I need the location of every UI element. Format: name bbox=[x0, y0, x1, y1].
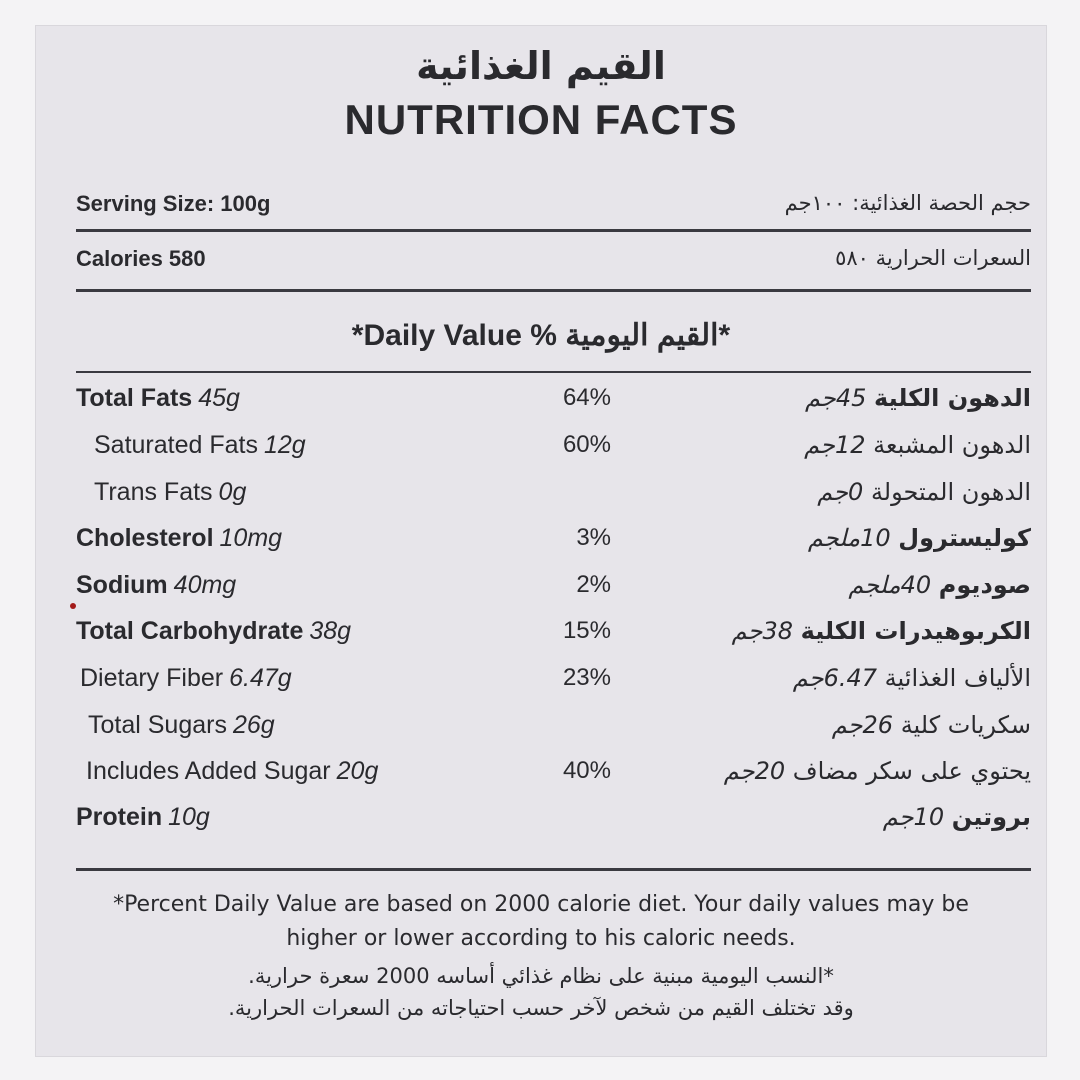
nutrient-amount-en: 26g bbox=[232, 711, 275, 739]
daily-value-percent: 3% bbox=[576, 524, 611, 551]
footnote-ar-line-1: *النسب اليومية مبنية على نظام غذائي أساسه 2000 سعرة حرارية. bbox=[248, 964, 834, 988]
divider bbox=[76, 371, 1031, 373]
nutrient-amount-en: 20g bbox=[336, 757, 379, 785]
nutrient-amount-en: 45g bbox=[198, 384, 240, 412]
daily-value-percent: 2% bbox=[576, 571, 611, 598]
nutrient-row bbox=[76, 384, 1031, 424]
footnote-en-line-2: higher or lower according to his caloric needs. bbox=[286, 926, 796, 951]
nutrient-amount-en: 10mg bbox=[219, 524, 283, 552]
nutrient-label-en: Total Sugars bbox=[88, 711, 227, 739]
nutrient-name-ar bbox=[804, 431, 1031, 459]
nutrient-name-en bbox=[76, 384, 240, 413]
divider bbox=[76, 868, 1031, 871]
nutrient-name-ar bbox=[732, 617, 1031, 645]
footnote-arabic bbox=[66, 960, 1016, 1024]
nutrient-name-en bbox=[76, 571, 236, 600]
nutrient-name-en bbox=[94, 431, 306, 460]
nutrient-row bbox=[76, 757, 1031, 797]
nutrient-name-ar bbox=[848, 571, 1031, 599]
daily-value-percent: 40% bbox=[562, 757, 611, 784]
nutrient-amount-ar: 10جم bbox=[882, 803, 945, 831]
nutrient-amount-en: 6.47g bbox=[229, 664, 292, 692]
nutrient-amount-ar: 0جم bbox=[817, 478, 864, 506]
daily-value-percent: 60% bbox=[562, 431, 611, 458]
nutrient-label-en: Protein bbox=[76, 803, 163, 831]
divider bbox=[76, 289, 1031, 292]
nutrient-row bbox=[76, 571, 1031, 611]
title-english: NUTRITION FACTS bbox=[344, 96, 738, 143]
nutrient-amount-en: 40mg bbox=[173, 571, 237, 599]
nutrient-label-ar: كوليسترول bbox=[898, 524, 1031, 552]
nutrient-name-ar bbox=[724, 757, 1031, 785]
daily-value-percent: 15% bbox=[562, 617, 611, 644]
nutrient-row bbox=[76, 524, 1031, 564]
daily-value-percent: 23% bbox=[562, 664, 611, 691]
nutrient-label-ar: الدهون المشبعة bbox=[873, 431, 1031, 459]
nutrient-label-en: Cholesterol bbox=[76, 524, 214, 552]
nutrient-amount-ar: 40ملجم bbox=[848, 571, 932, 599]
nutrient-label-en: Trans Fats bbox=[94, 478, 213, 506]
nutrient-name-ar bbox=[832, 711, 1031, 739]
nutrient-amount-ar: 20جم bbox=[723, 757, 786, 785]
serving-size-row bbox=[76, 191, 1031, 227]
nutrient-amount-en: 0g bbox=[218, 478, 247, 506]
nutrient-name-en bbox=[76, 803, 210, 832]
nutrient-name-en bbox=[76, 524, 282, 553]
nutrient-label-en: Saturated Fats bbox=[94, 431, 258, 459]
nutrient-amount-en: 38g bbox=[309, 617, 352, 645]
nutrient-label-en: Dietary Fiber bbox=[80, 664, 224, 692]
nutrient-label-ar: الدهون المتحولة bbox=[870, 478, 1031, 506]
daily-value-title: *Daily Value % القيم اليومية* bbox=[351, 319, 731, 352]
nutrient-amount-ar: 45جم bbox=[805, 384, 867, 412]
nutrient-name-ar bbox=[883, 803, 1031, 831]
nutrient-label-en: Sodium bbox=[76, 571, 168, 599]
nutrient-name-en bbox=[88, 711, 275, 740]
nutrient-name-ar bbox=[817, 478, 1031, 506]
nutrient-label-en: Total Fats bbox=[76, 384, 193, 412]
nutrient-name-en bbox=[94, 478, 246, 507]
nutrient-row bbox=[76, 431, 1031, 471]
nutrient-name-ar bbox=[805, 384, 1031, 412]
nutrient-name-en bbox=[80, 664, 292, 693]
nutrient-row bbox=[76, 803, 1031, 843]
nutrient-name-ar bbox=[793, 664, 1031, 692]
divider bbox=[76, 229, 1031, 232]
calories-en: Calories 580 bbox=[76, 246, 206, 271]
nutrient-label-ar: الكربوهيدرات الكلية bbox=[800, 617, 1031, 645]
title-arabic: القيم الغذائية bbox=[416, 44, 666, 88]
nutrient-label-en: Total Carbohydrate bbox=[76, 617, 304, 645]
nutrient-amount-ar: 10ملجم bbox=[807, 524, 891, 552]
nutrient-amount-en: 12g bbox=[263, 431, 306, 459]
footnote-ar-line-2: وقد تختلف القيم من شخص لآخر حسب احتياجاته من السعرات الحرارية. bbox=[228, 996, 854, 1020]
nutrient-amount-ar: 12جم bbox=[804, 431, 866, 459]
nutrient-name-en bbox=[76, 617, 351, 646]
footnote-english bbox=[66, 888, 1016, 956]
nutrient-label-ar: الألياف الغذائية bbox=[884, 664, 1031, 692]
nutrient-amount-ar: 26جم bbox=[831, 711, 894, 739]
nutrient-name-ar bbox=[808, 524, 1031, 552]
nutrient-amount-en: 10g bbox=[168, 803, 210, 831]
daily-value-percent: 64% bbox=[562, 384, 611, 411]
serving-size-ar: حجم الحصة الغذائية: ١٠٠جم bbox=[784, 191, 1031, 215]
print-speck bbox=[70, 603, 76, 609]
nutrient-label-ar: صوديوم bbox=[938, 571, 1031, 599]
nutrient-label-en: Includes Added Sugar bbox=[86, 757, 331, 785]
calories-ar: السعرات الحرارية ٥٨٠ bbox=[835, 246, 1031, 270]
nutrient-row bbox=[76, 617, 1031, 657]
nutrient-label-ar: بروتين bbox=[951, 803, 1031, 831]
nutrient-amount-ar: 38جم bbox=[731, 617, 794, 645]
nutrient-label-ar: الدهون الكلية bbox=[874, 384, 1031, 412]
serving-size-en: Serving Size: 100g bbox=[76, 191, 271, 216]
nutrient-label-ar: سكريات كلية bbox=[900, 711, 1031, 739]
nutrient-label-ar: يحتوي على سكر مضاف bbox=[792, 757, 1031, 785]
nutrition-label bbox=[36, 26, 1046, 1056]
nutrient-amount-ar: 6.47جم bbox=[792, 664, 878, 692]
footnote-en-line-1: *Percent Daily Value are based on 2000 calorie diet. Your daily values may be bbox=[113, 892, 969, 917]
nutrient-row bbox=[76, 664, 1031, 704]
nutrient-row bbox=[76, 478, 1031, 518]
nutrient-name-en bbox=[86, 757, 378, 786]
nutrient-row bbox=[76, 711, 1031, 751]
calories-row bbox=[76, 246, 1031, 282]
